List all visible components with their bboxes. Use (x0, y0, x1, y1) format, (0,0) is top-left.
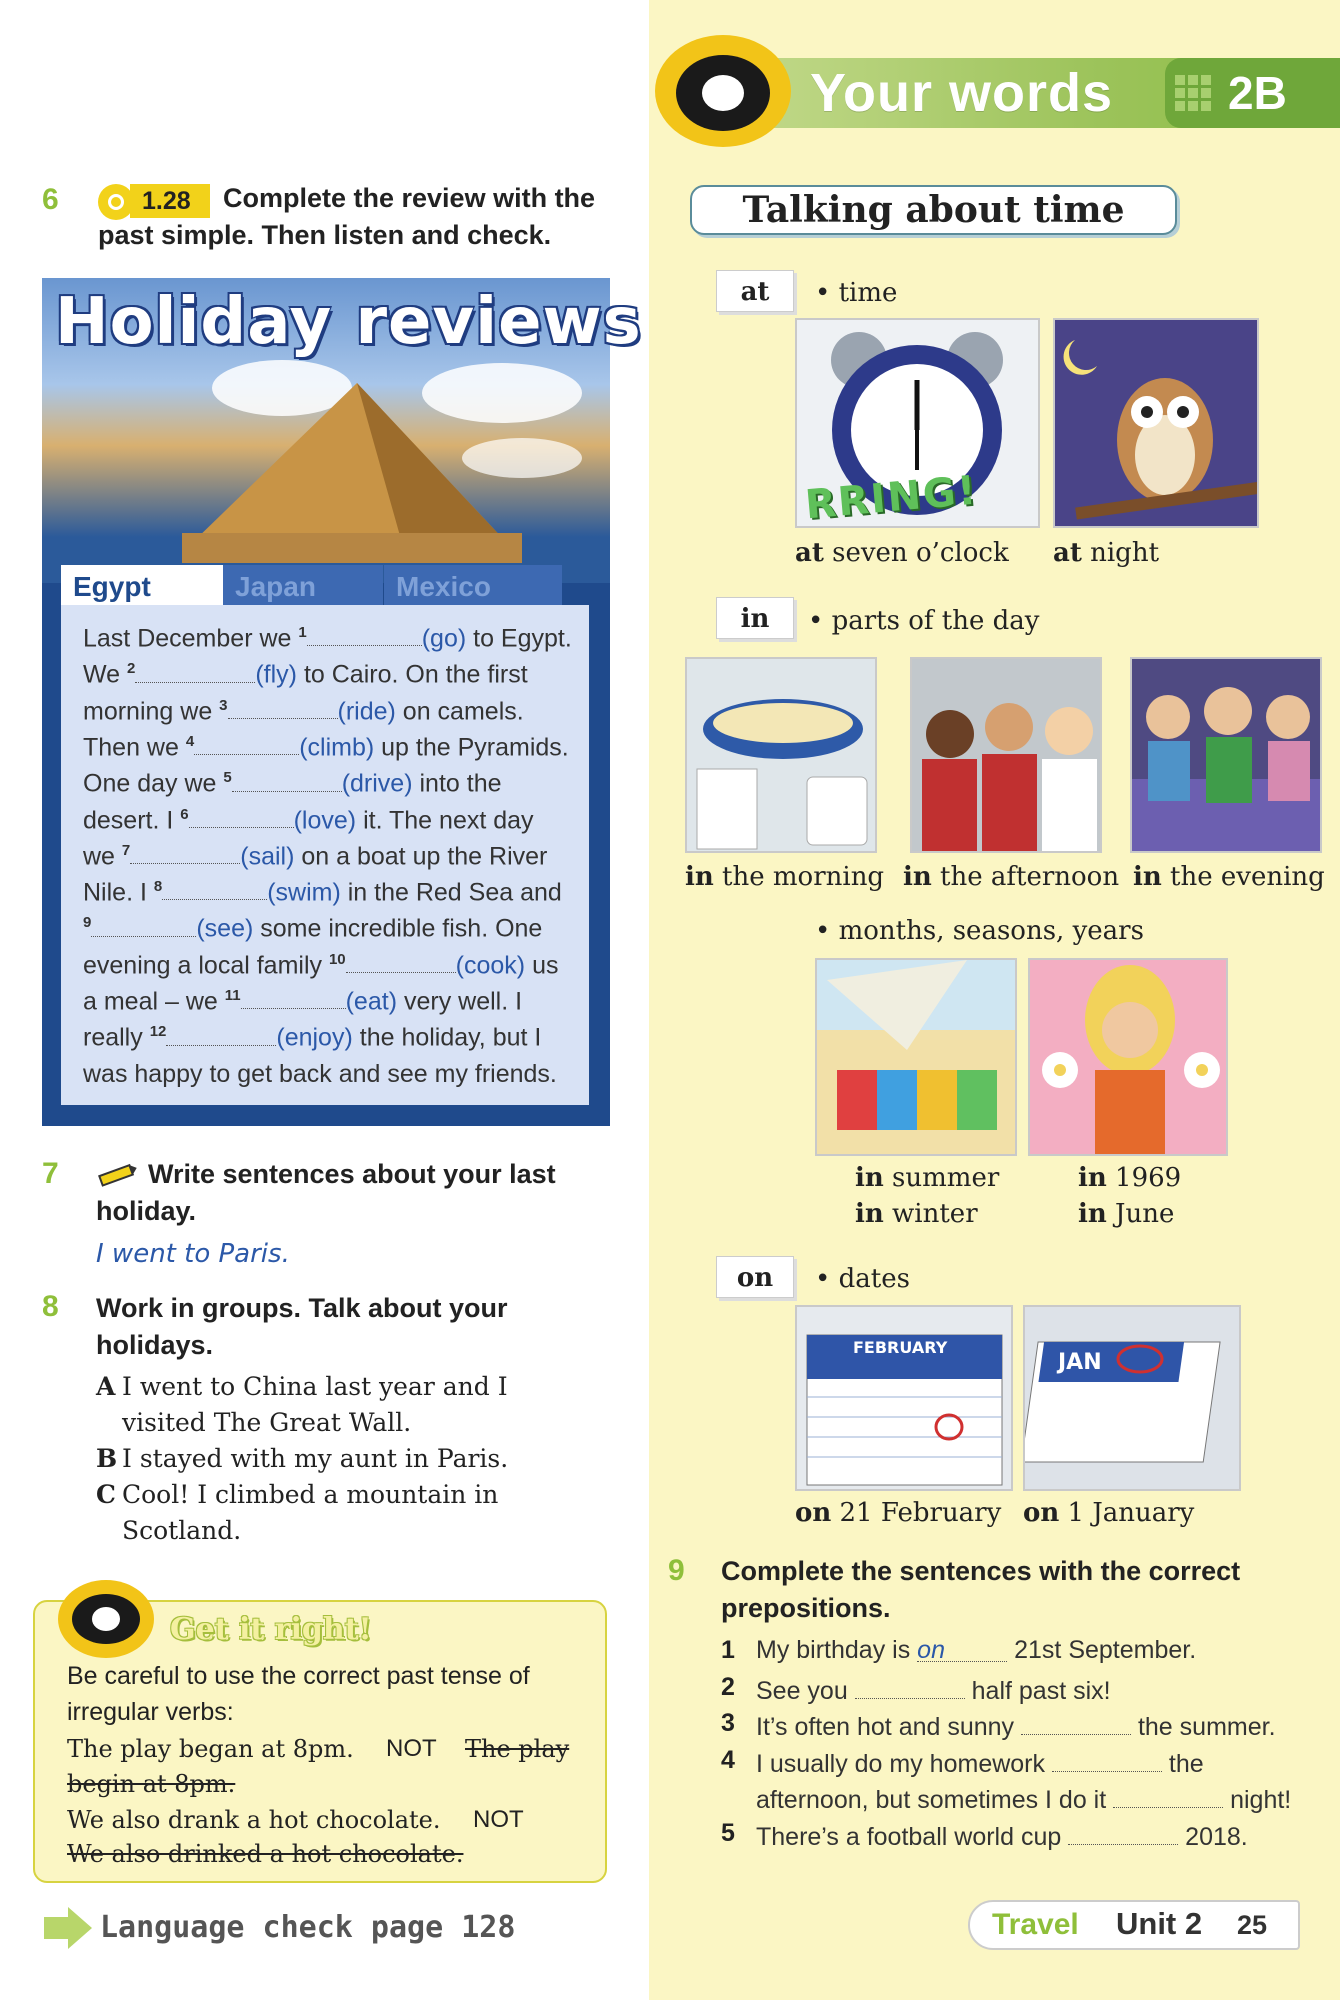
sentence-text: night! (1223, 1786, 1292, 1814)
caption-rest: 1969 (1106, 1163, 1182, 1193)
language-check-link[interactable]: Language check page 128 (100, 1910, 516, 1945)
answer-gap[interactable]: on (917, 1636, 1007, 1662)
february-calendar-picture (795, 1305, 1013, 1491)
gap-number: 6 (180, 805, 189, 823)
review-line-text: on camels. (395, 696, 524, 725)
answer-gap[interactable] (1113, 1782, 1223, 1808)
gap-number: 1 (298, 624, 307, 641)
gap-blank[interactable] (228, 699, 338, 719)
dialogue-a-1: I went to China last year and I (122, 1372, 508, 1401)
exercise-8-number: 8 (42, 1290, 59, 1323)
breakfast-icon (687, 659, 877, 853)
tab-mexico[interactable]: Mexico (384, 565, 562, 609)
review-line (83, 878, 562, 907)
review-line-text: us (525, 951, 559, 980)
caption-rest: seven o’clock (823, 538, 1009, 568)
review-line-text: the holiday, but I (352, 1023, 542, 1052)
audio-icon[interactable] (98, 184, 134, 220)
caption-bold: at (795, 538, 824, 568)
exercise-9-instruction: Complete the sentences with the correct (721, 1556, 1241, 1586)
january-calendar-picture (1023, 1305, 1241, 1491)
exercise-9-sentence (756, 1673, 1111, 1706)
holiday-reviews-title: Holiday reviews (55, 285, 642, 359)
caption-bold: on (1023, 1498, 1060, 1528)
item-number: 5 (721, 1818, 735, 1847)
caption-rest: June (1106, 1199, 1175, 1229)
review-line-text: to Egypt. (466, 624, 572, 653)
exercise-6-instruction-2: past simple. Then listen and check. (98, 220, 552, 250)
review-line-text: evening a local family (83, 951, 329, 980)
exercise-6-number: 6 (42, 183, 59, 216)
review-line (83, 1060, 557, 1089)
tab-egypt[interactable]: Egypt (61, 565, 223, 609)
exercise-9-instruction-2: prepositions. (721, 1593, 891, 1623)
tag-in: in (716, 597, 794, 639)
tag-at: at (716, 270, 794, 312)
sentence-text: See you (756, 1676, 855, 1705)
item-number: 4 (721, 1745, 735, 1774)
tab-japan[interactable]: Japan (223, 565, 383, 609)
page-title: Your words (810, 63, 1114, 123)
review-line (83, 987, 522, 1016)
answer-gap[interactable] (1052, 1746, 1162, 1772)
gap-blank[interactable] (346, 953, 456, 973)
caption-in-june (1078, 1199, 1174, 1229)
gir-example-2-correct: We also drank a hot chocolate. (67, 1806, 441, 1834)
review-line-text: Then we (83, 733, 186, 762)
answer-gap[interactable] (1021, 1709, 1131, 1735)
review-line-text: it. The next day (356, 805, 534, 834)
gap-verb: (climb) (299, 733, 375, 762)
review-line (83, 951, 558, 980)
gap-verb: (go) (421, 624, 467, 653)
tag-on: on (716, 1256, 794, 1298)
speaker-b: B (96, 1444, 118, 1473)
gir-example-1-correct: The play began at 8pm. (67, 1735, 354, 1763)
pencil-icon (96, 1160, 138, 1195)
exercise-6-instruction: Complete the review with the (223, 183, 596, 213)
gir-text-1: Be careful to use the correct past tense of (67, 1662, 530, 1690)
gir-not-1: NOT (386, 1735, 437, 1762)
gap-number: 4 (185, 732, 195, 750)
caption-in-evening (1133, 862, 1325, 892)
caption-in-winter (855, 1199, 978, 1229)
caption-bold: in (855, 1163, 884, 1193)
caption-rest: the afternoon (931, 862, 1120, 892)
item-number: 3 (721, 1709, 735, 1737)
sentence-text: I usually do my homework (756, 1749, 1052, 1778)
review-line-text: some incredible fish. One (253, 914, 543, 943)
gap-blank[interactable] (166, 1026, 276, 1046)
february-label: FEBRUARY (853, 1338, 948, 1357)
review-line-text: we (83, 842, 122, 871)
beach-icon (817, 960, 1017, 1156)
unit-code: 2B (1228, 67, 1287, 119)
clock-sound-text: RRING! (803, 467, 980, 529)
in-bullet: • parts of the day (808, 606, 1040, 636)
gap-number: 3 (219, 696, 228, 714)
sentence-text: It’s often hot and sunny (756, 1713, 1022, 1741)
gap-number: 10 (328, 950, 346, 968)
sentence-text: My birthday is (756, 1636, 918, 1664)
gir-text-2: irregular verbs: (67, 1698, 234, 1726)
gap-verb: (enjoy) (276, 1023, 353, 1052)
calendar-icon (797, 1307, 1013, 1491)
gap-blank[interactable] (91, 917, 196, 937)
review-line-text: on a boat up the River (294, 842, 548, 871)
item-number: 2 (721, 1672, 735, 1701)
caption-on-1-january (1023, 1498, 1194, 1528)
exercise-9-sentence (756, 1746, 1204, 1779)
gap-number: 7 (121, 841, 131, 859)
on-bullet: • dates (815, 1264, 910, 1294)
hippie-icon (1030, 960, 1228, 1156)
item-number: 1 (721, 1636, 735, 1664)
caption-bold: in (1078, 1199, 1107, 1229)
owl-icon (1055, 320, 1259, 528)
review-line (83, 624, 572, 653)
logo-o-small (92, 1607, 120, 1631)
calendar-january-icon (1025, 1307, 1241, 1491)
review-line (83, 914, 542, 943)
grid-icon (1173, 73, 1213, 113)
gap-verb: (drive) (341, 769, 413, 798)
exercise-9-sentence (756, 1636, 1196, 1665)
audio-track: 1.28 (130, 184, 210, 218)
beach-picture (815, 958, 1017, 1156)
footer-topic: Travel (992, 1908, 1079, 1941)
gap-blank[interactable] (194, 735, 299, 755)
exercise-7-instruction-2: holiday. (96, 1196, 197, 1226)
exercise-8-instruction-2: holidays. (96, 1330, 214, 1360)
review-line-text: desert. I (83, 805, 181, 834)
gap-verb: (eat) (345, 987, 398, 1016)
in-bullet-2: • months, seasons, years (815, 916, 1144, 946)
gap-blank[interactable] (189, 808, 294, 828)
exercise-9-sentence (756, 1782, 1291, 1815)
section-title: Talking about time (742, 189, 1125, 231)
review-line-text: a meal – we (83, 987, 225, 1016)
caption-rest: summer (883, 1163, 1000, 1193)
gap-number: 5 (223, 769, 232, 787)
caption-in-summer (855, 1163, 999, 1193)
gap-verb: (love) (293, 805, 357, 834)
exercise-9-sentence (756, 1819, 1248, 1852)
review-line-text: morning we (83, 696, 220, 725)
students-icon (912, 659, 1102, 853)
gap-number: 12 (149, 1023, 167, 1041)
page-number: 25 (1237, 1910, 1268, 1940)
sentence-text: the (1161, 1749, 1204, 1778)
exercise-7-number: 7 (42, 1157, 59, 1190)
caption-in-afternoon (903, 862, 1119, 892)
gap-verb: (cook) (455, 951, 526, 980)
review-line (83, 1023, 541, 1052)
gap-verb: (sail) (240, 842, 295, 871)
review-line-text: Nile. I (83, 878, 154, 907)
caption-bold: in (1133, 862, 1162, 892)
sentence-text: 21st September. (1007, 1636, 1197, 1664)
review-line-text: One day we (83, 769, 224, 798)
caption-in-morning (685, 862, 884, 892)
review-line-text: really (83, 1023, 150, 1052)
caption-bold: in (1078, 1163, 1107, 1193)
review-line-text: very well. I (397, 987, 523, 1016)
gap-number: 9 (83, 914, 92, 932)
caption-in-1969 (1078, 1163, 1181, 1193)
dialogue-a-2: visited The Great Wall. (122, 1408, 412, 1437)
caption-at-night (1053, 538, 1159, 568)
caption-bold: in (685, 862, 714, 892)
review-line-text: up the Pyramids. (374, 733, 569, 762)
sentence-text: afternoon, but sometimes I do it (756, 1786, 1114, 1814)
gir-example-1-wrong-b: begin at 8pm. (67, 1770, 236, 1798)
review-line-text: to Cairo. On the first (297, 660, 528, 689)
sentence-text: 2018. (1178, 1822, 1248, 1851)
logo-o (702, 75, 744, 111)
gir-not-2: NOT (473, 1806, 524, 1833)
caption-on-21-february (795, 1498, 1001, 1528)
gap-number: 8 (153, 878, 163, 896)
gap-verb: (fly) (255, 660, 297, 689)
gap-blank[interactable] (162, 880, 267, 900)
answer-gap[interactable] (1068, 1819, 1178, 1845)
exercise-7-example: I went to Paris. (96, 1239, 290, 1269)
caption-rest: the morning (713, 862, 885, 892)
gap-blank[interactable] (130, 844, 240, 864)
breakfast-picture (685, 657, 877, 853)
sentence-text: There’s a football world cup (756, 1822, 1069, 1851)
exercise-8-instruction: Work in groups. Talk about your (96, 1293, 508, 1323)
sentence-text: the summer. (1131, 1713, 1276, 1741)
gap-verb: (swim) (267, 878, 341, 907)
gap-verb: (see) (196, 914, 254, 943)
gir-example-1-wrong-a: The play (465, 1735, 570, 1763)
dialogue-c-2: Scotland. (122, 1516, 242, 1545)
friends-sofa-icon (1132, 659, 1322, 853)
speaker-c: C (96, 1480, 116, 1509)
flower-power-picture (1028, 958, 1228, 1156)
caption-bold: in (855, 1199, 884, 1229)
footer-unit: Unit 2 (1116, 1906, 1203, 1941)
review-line-text: into the (412, 769, 502, 798)
review-line (83, 842, 547, 871)
gap-verb: (ride) (337, 696, 396, 725)
review-line (83, 806, 534, 835)
dialogue-b-1: I stayed with my aunt in Paris. (122, 1444, 509, 1473)
caption-bold: at (1053, 538, 1082, 568)
caption-bold: in (903, 862, 932, 892)
at-bullet: • time (815, 278, 898, 308)
gap-blank[interactable] (232, 772, 342, 792)
owl-night-picture (1053, 318, 1259, 528)
exercise-7-instruction: Write sentences about your last (148, 1159, 556, 1189)
gap-number: 11 (224, 987, 241, 1004)
caption-rest: the evening (1161, 862, 1325, 892)
review-line-text: was happy to get back and see my friends. (83, 1059, 557, 1088)
school-friends-picture (910, 657, 1102, 853)
caption-at-seven (795, 538, 1009, 568)
review-line (83, 660, 528, 689)
review-line-text: We (83, 660, 127, 689)
caption-rest: winter (883, 1199, 978, 1229)
caption-bold: on (795, 1498, 832, 1528)
sofa-friends-picture (1130, 657, 1322, 853)
review-line (83, 769, 502, 798)
dialogue-c-1: Cool! I climbed a mountain in (122, 1480, 499, 1509)
gap-number: 2 (127, 660, 136, 678)
arrow-right-icon (42, 1905, 94, 1956)
sentence-text: half past six! (964, 1676, 1111, 1705)
january-label: JAN (1058, 1350, 1102, 1375)
gap-blank[interactable] (307, 626, 422, 646)
caption-rest: night (1081, 538, 1160, 568)
gap-blank[interactable] (241, 989, 346, 1009)
review-line (83, 733, 569, 762)
get-it-right-title: Get it right! (170, 1612, 372, 1647)
gir-example-2-wrong: We also drinked a hot chocolate. (67, 1840, 464, 1868)
exercise-9-sentence (756, 1709, 1276, 1742)
answer-gap[interactable] (855, 1673, 965, 1699)
gap-blank[interactable] (135, 663, 255, 683)
speaker-a: A (96, 1372, 116, 1401)
exercise-9-number: 9 (668, 1554, 685, 1587)
review-line (83, 697, 524, 726)
caption-rest: 21 February (831, 1498, 1002, 1528)
review-line-text: Last December we (83, 624, 299, 653)
review-line-text: in the Red Sea and (340, 878, 562, 907)
caption-rest: 1 January (1059, 1498, 1195, 1528)
